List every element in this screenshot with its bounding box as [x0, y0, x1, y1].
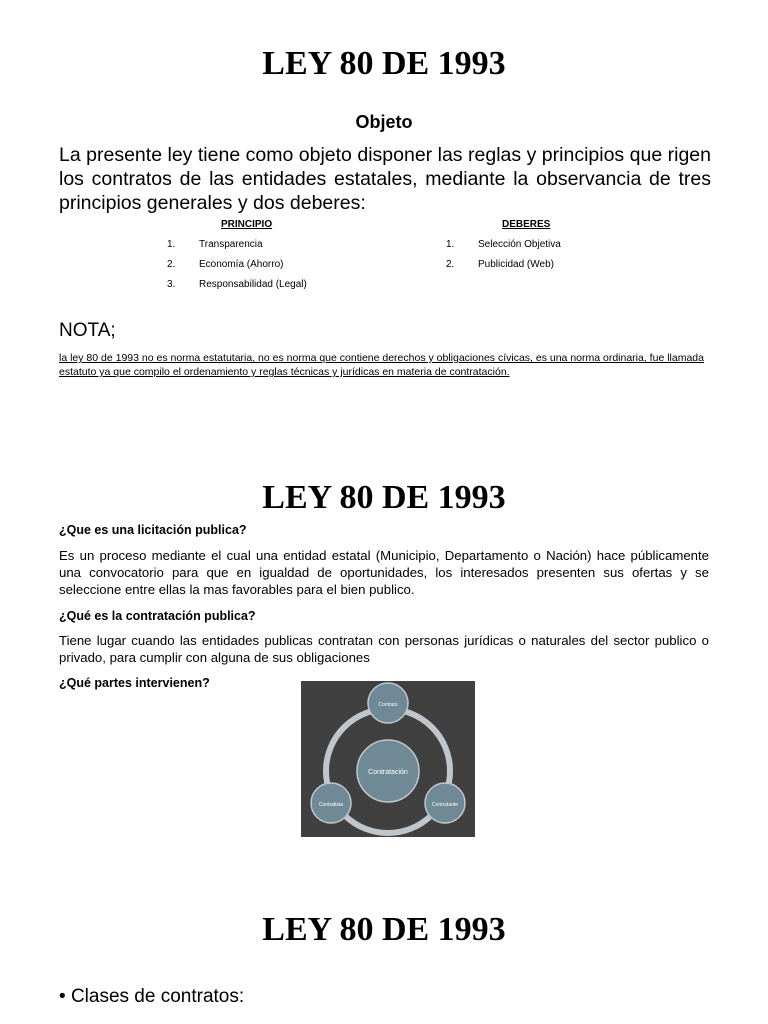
- slide-title: LEY 80 DE 1993: [262, 479, 506, 516]
- deberes-header: DEBERES: [502, 219, 551, 230]
- contratante-label: Contratante: [431, 802, 459, 808]
- center-label: Contratación: [368, 769, 408, 776]
- list-text: Publicidad (Web): [478, 259, 554, 270]
- cycle-diagram-svg: [301, 681, 475, 837]
- list-text: Transparencia: [199, 239, 263, 250]
- bullet-item: [59, 985, 244, 1009]
- list-number: 2.: [167, 259, 176, 270]
- question-licitacion: ¿Que es una licitación publica?: [59, 523, 247, 537]
- list-text: Economía (Ahorro): [199, 259, 284, 270]
- principio-header: PRINCIPIO: [221, 219, 273, 230]
- slide-licitacion: [0, 420, 768, 890]
- section-subtitle: Objeto: [355, 112, 413, 132]
- question-contratacion: ¿Qué es la contratación publica?: [59, 609, 256, 623]
- intro-paragraph: La presente ley tiene como objeto disponer las reglas y principios que rigen los contratos de las entidades estatales, mediante la observancia de tres principios generales y dos deberes:: [59, 144, 711, 214]
- slide-objeto: [0, 0, 768, 420]
- nota-text: la ley 80 de 1993 no es norma estatutaria, no es norma que contiene derechos y obligaciones cívicas, es una norma ordinaria, fue llamada estatuto ya que compilo el ordenamiento y reglas técnicas y jurídicas en materia de contratación.: [59, 352, 704, 378]
- list-number: 1.: [167, 239, 176, 250]
- contratista-label: Contratista: [318, 802, 344, 808]
- list-number: 2.: [446, 259, 455, 270]
- list-number: 1.: [446, 239, 455, 250]
- list-text: Selección Objetiva: [478, 239, 561, 250]
- bullet-icon: •: [59, 986, 71, 1007]
- partes-diagram: [301, 681, 475, 837]
- list-text: Responsabilidad (Legal): [199, 279, 307, 290]
- contrato-label: Contrato: [378, 702, 398, 708]
- nota-label: NOTA;: [59, 320, 116, 341]
- slide-title: LEY 80 DE 1993: [262, 45, 506, 82]
- answer-licitacion: Es un proceso mediante el cual una entidad estatal (Municipio, Departamento o Nación) hace públicamente una convocatorio para que en igualdad de oportunidades, los interesados presenten sus ofertas y se seleccione entre ellas la mas favorables para el bien publico.: [59, 548, 709, 597]
- slide-title: LEY 80 DE 1993: [262, 911, 506, 948]
- question-partes: ¿Qué partes intervienen?: [59, 676, 210, 690]
- slide-clases: [0, 890, 768, 1024]
- answer-contratacion: Tiene lugar cuando las entidades publicas contratan con personas jurídicas o naturales del sector publico o privado, para cumplir con alguna de sus obligaciones: [59, 633, 709, 665]
- list-number: 3.: [167, 279, 176, 290]
- bullet-text: Clases de contratos:: [70, 986, 245, 1007]
